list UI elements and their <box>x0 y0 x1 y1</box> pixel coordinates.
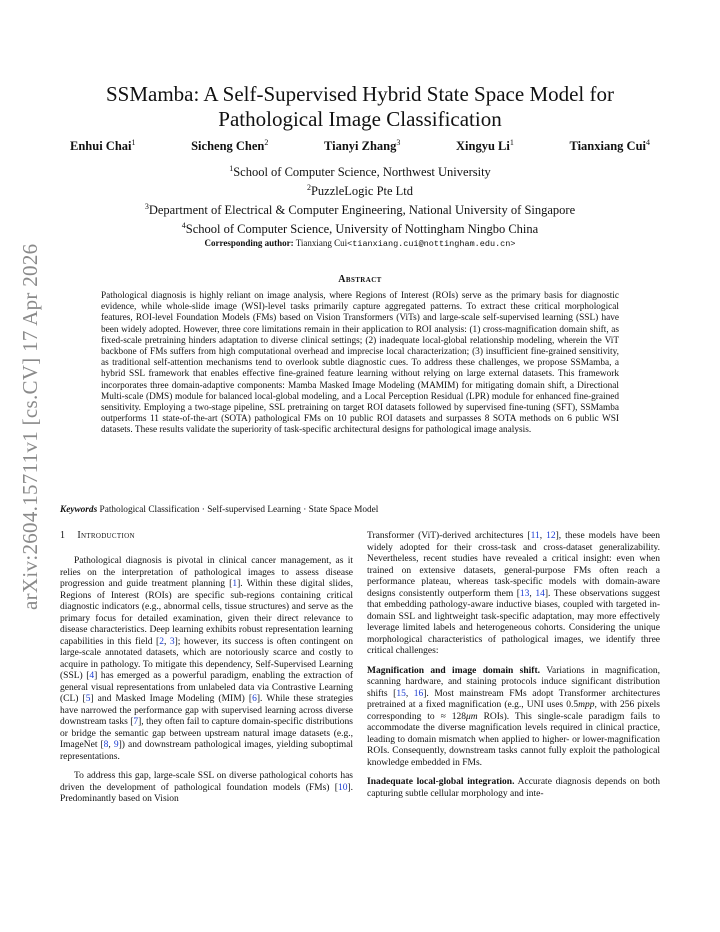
citation-link[interactable]: 4 <box>89 671 95 681</box>
citation-link[interactable]: 13 <box>519 588 530 599</box>
author-name <box>191 138 268 154</box>
citation-link[interactable]: 9 <box>113 740 119 750</box>
body-text: To address this gap, large-scale SSL on diverse pathological cohorts has driven the development of pathological foundation models (FMs) [ <box>60 771 353 793</box>
keywords-text: Pathological Classification · Self-supervised Learning · State Space Model <box>99 505 379 515</box>
affiliation-marker: 3 <box>396 138 401 147</box>
paragraph-lead-heading: Inadequate local-global integration. <box>367 777 515 787</box>
author-name <box>324 138 400 154</box>
body-text: ]. Predominantly based on Vision <box>60 782 353 804</box>
body-text: Transformer (ViT)-derived architectures [ <box>367 531 531 541</box>
citation-link[interactable]: 15 <box>396 688 406 699</box>
citation-link[interactable]: 1 <box>232 579 238 589</box>
body-paragraph <box>60 556 353 763</box>
body-text: , <box>405 688 414 699</box>
citation-link[interactable]: 7 <box>133 717 139 727</box>
paper-title: SSMamba: A Self-Supervised Hybrid State Space Model for Pathological Image Classification <box>105 82 615 131</box>
affiliation-marker: 1 <box>509 138 514 147</box>
body-paragraph <box>367 777 660 800</box>
body-text: , <box>108 740 114 750</box>
citation-link[interactable]: 8 <box>103 740 109 750</box>
affiliation-text: PuzzleLogic Pte Ltd <box>310 184 414 199</box>
section-heading <box>60 530 147 541</box>
body-text: ROIs). This single-scale paradigm fails to accommodate the diverse magnification levels required in clinical practice, leading to domain mismatch when applied to higher- or lower-magnification ROIs. Consequently, downstream tasks cannot fully exploit the pathological knowledge embedded in FMs. <box>367 711 661 768</box>
body-text: ]) and downstream pathological images, yielding suboptimal representations. <box>60 740 353 762</box>
author-name <box>569 138 650 154</box>
arxiv-identifier-stamp: arXiv:2604.15711v1 [cs.CV] 17 Apr 2026 <box>18 243 42 610</box>
affiliation-list <box>70 161 650 238</box>
body-text: , with 256 pixels corresponding to ≈ 128 <box>367 700 660 722</box>
section-title: Introduction <box>77 530 135 541</box>
affiliation-text: Department of Electrical & Computer Engineering, National University of Singapore <box>148 203 576 218</box>
right-column <box>367 531 660 808</box>
body-text: Variations in magnification, scanning hardware, and staining protocols induce significant distribution shifts [ <box>367 665 660 699</box>
affiliation-marker: 3 <box>144 202 149 212</box>
abstract-heading: Abstract <box>338 274 382 285</box>
citation-link[interactable]: 2 <box>159 636 164 647</box>
affiliation-text: School of Computer Science, University of Nottingham Ningbo China <box>185 222 539 237</box>
citation-link[interactable]: 11 <box>530 531 540 541</box>
affiliation-marker: 1 <box>229 164 234 173</box>
author-name-text: Xingyu Li <box>456 139 510 154</box>
body-paragraph <box>60 771 353 806</box>
affiliation-line <box>70 180 650 199</box>
body-text: μm <box>466 711 478 722</box>
paragraph-lead-heading: Magnification and image domain shift. <box>367 665 541 676</box>
author-name-text: Enhui Chai <box>70 139 132 154</box>
body-text: ]; however, its success is often contingent on large-scale annotated datasets, which are notoriously scarce and costly to acquire in pathology. To mitigate this dependency, Self-Supervised Learning (SSL) [ <box>60 636 353 681</box>
body-text: , <box>529 588 536 599</box>
citation-link[interactable]: 14 <box>535 588 545 599</box>
author-name-text: Sicheng Chen <box>191 139 265 154</box>
citation-link[interactable]: 12 <box>546 531 556 541</box>
keywords-label: Keywords <box>60 505 98 515</box>
corresponding-name: Tianxiang Cui <box>295 238 348 248</box>
body-text: Pathological diagnosis is pivotal in clinical cancer management, as it relies on the interpretation of pathological images to assess disease progression and guide treatment planning [ <box>60 556 353 589</box>
body-paragraph <box>367 666 660 770</box>
citation-link[interactable]: 10 <box>337 782 348 793</box>
body-text: , <box>163 636 170 647</box>
affiliation-marker: 1 <box>131 138 136 147</box>
author-name-text: Tianyi Zhang <box>324 139 397 154</box>
affiliation-marker: 4 <box>181 221 186 231</box>
affiliation-marker: 4 <box>646 138 650 147</box>
affiliation-text: School of Computer Science, Northwest University <box>233 165 491 180</box>
affiliation-marker: 2 <box>306 183 311 193</box>
body-text: ] and Masked Image Modeling (MIM) [ <box>90 694 253 704</box>
author-name-text: Tianxiang Cui <box>569 139 646 154</box>
corresponding-label: Corresponding author: <box>204 238 294 248</box>
author-list <box>70 138 650 154</box>
citation-link[interactable]: 3 <box>169 636 175 647</box>
left-column <box>60 556 353 814</box>
affiliation-line <box>70 218 650 237</box>
body-text: mpp <box>578 700 595 710</box>
body-text: Accurate diagnosis depends on both capturing subtle cellular morphology and inte- <box>367 777 660 799</box>
keywords-line <box>60 505 660 515</box>
citation-link[interactable]: 6 <box>252 694 257 704</box>
affiliation-line <box>70 199 650 218</box>
body-paragraph <box>367 531 660 658</box>
body-text: ], they often fail to capture domain-specific distributions or bridge the semantic gap between upstream natural image datasets (e.g., ImageNet [ <box>60 717 353 750</box>
affiliation-line <box>70 161 650 180</box>
corresponding-author <box>70 238 650 249</box>
corresponding-email[interactable]: <tianxiang.cui@nottingham.edu.cn> <box>347 239 516 249</box>
author-name <box>456 138 514 154</box>
body-text: ] has emerged as a powerful paradigm, enabling the extraction of general visual representations from unlabeled data via Contrastive Learning (CL) [ <box>60 671 353 704</box>
body-text: ], these models have been widely adopted for their cross-task and cross-dataset generalizability. Nevertheless, recent studies have revealed a critical insight: even when trained on extensive datasets, general-purpose FMs often reach a performance plateau, whereas task-specific models with domain-aware designs consistently outperform them [ <box>367 531 660 599</box>
body-text: , <box>539 531 547 541</box>
citation-link[interactable]: 16 <box>413 688 424 699</box>
body-text: ]. Most mainstream FMs adopt Transformer architectures pretrained at a fixed magnification (e.g., UNI uses 0.5 <box>367 688 661 710</box>
section-number: 1 <box>60 530 66 541</box>
body-text: ]. While these strategies have narrowed the performance gap with supervised learning across diverse downstream tasks [ <box>60 694 353 727</box>
affiliation-marker: 2 <box>264 138 269 147</box>
abstract-text: Pathological diagnosis is highly reliant on image analysis, where Regions of Interest (ROIs) serve as the primary basis for diagnostic evidence, while whole-slide image (WSI)-level tasks primarily capture aggregated patterns. To extract these critical morphological features, ROI-level Foundation Models (FMs) based on Vision Transformers (ViTs) and large-scale self-supervised learning (SSL) have been widely adopted. However, three core limitations remain in their application to ROI analysis: (1) cross-magnification domain shift, as fixed-scale pretraining hinders adaptation to diverse clinical settings; (2) inadequate local-global relationship modeling, wherein the ViT backbone of FMs suffers from high computational overhead and imprecise local characterization; (3) insufficient fine-grained sensitivity, as traditional self-attention mechanisms tend to overlook subtle diagnostic cues. To address these challenges, we propose SSMamba, a hybrid SSL framework that enables effective fine-grained feature learning without relying on large external datasets. This framework incorporates three domain-adaptive components: Mamba Masked Image Modeling (MAMIM) for mitigating domain shift, a Directional Multi-scale (DMS) module for balanced local-global modeling, and a Local Perception Residual (LPR) module for enhanced fine-grained sensitivity. Employing a two-stage pipeline, SSL pretraining on target ROI datasets followed by supervised fine-tuning (SFT), SSMamba outperforms 11 state-of-the-art (SOTA) pathological FMs on 10 public ROI datasets and surpasses 8 SOTA methods on 6 public WSI datasets. These results validate the superiority of task-specific architectural designs for pathological image analysis. <box>101 291 619 436</box>
author-name <box>70 138 136 154</box>
body-text: ]. These observations suggest that embedding pathology-aware inductive biases, coupled with targeted in-domain SSL and lightweight task-specific adaptation, may more effectively leverage limited labels and heterogeneous cohorts. Considering the unique morphological characteristics of pathological images, we identify three critical challenges: <box>367 588 661 656</box>
citation-link[interactable]: 5 <box>85 694 91 704</box>
body-text: ]. Within these digital slides, Regions of Interest (ROIs) are specific sub-regions containing critical diagnostic indicators (e.g., abnormal cells, tissue structures) and serve as the primary focus for detailed examination, given their direct relevance to disease characteristics. Deep learning exhibits robust representation learning capabilities in this field [ <box>60 579 353 647</box>
